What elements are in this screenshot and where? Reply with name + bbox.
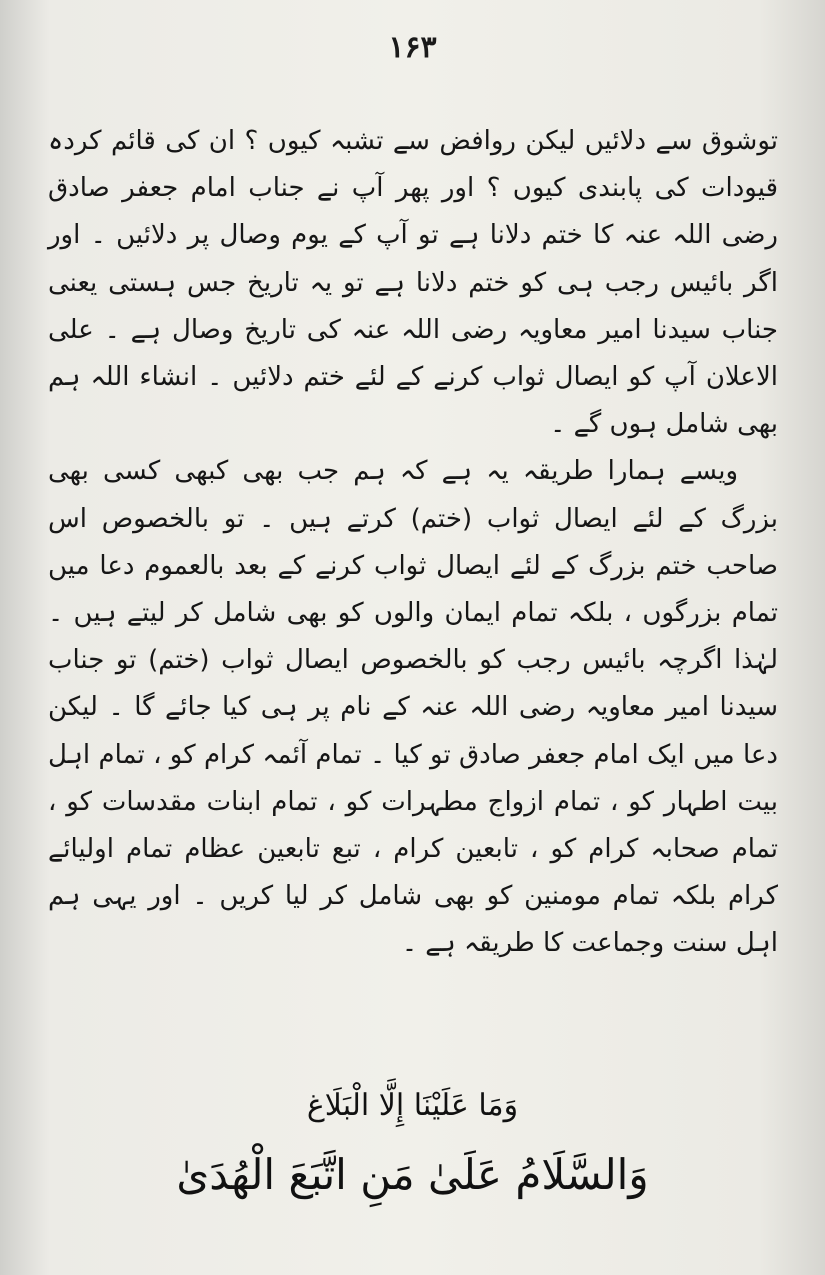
paragraph-2: ویسے ہمارا طریقہ یہ ہے کہ ہم جب بھی کبھی کسی بھی بزرگ کے لئے ایصال ثواب (ختم) کرتے ہیں ۔ تو بالخصوص اس صاحب ختم بزرگ کے لئے ایصال ثواب کرنے کے بعد بالعموم دعا میں تمام بزرگوں ، بلکہ تمام ایمان والوں کو بھی شامل کر لیتے ہیں ۔ لہٰذا اگرچہ بائیس رجب کو بالخصوص ایصال ثواب (ختم) تو جناب سیدنا امیر معاویہ رضی اللہ عنہ کے نام پر ہی کیا جائے گا ۔ لیکن دعا میں ایک امام جعفر صادق تو کیا ۔ تمام آئمہ کرام کو ، تمام اہل بیت اطہار کو ، تمام ازواج مطہرات کو ، تمام ابنات مقدسات کو ، تمام صحابہ کرام کو ، تابعین کرام ، تبع تابعین عظام تمام اولیائے کرام بلکہ تمام مومنین کو بھی شامل کر لیا کریں ۔ اور یہی ہم اہل سنت وجماعت کا طریقہ ہے ۔ (48, 456, 778, 959)
closing-line-2: وَالسَّلَامُ عَلَىٰ مَنِ اتَّبَعَ الْهُدَىٰ (176, 1150, 649, 1199)
page-number: ۱۶۳ (388, 30, 437, 65)
closing-formula (0, 1082, 825, 1210)
paragraph-1: توشوق سے دلائیں لیکن روافض سے تشبہ کیوں ؟ ان کی قائم کردہ قیودات کی پابندی کیوں ؟ اور پھر آپ نے جناب امام جعفر صادق رضی اللہ عنہ کا ختم دلانا ہے تو آپ کے یوم وصال پر دلائیں ۔ اور اگر بائیس رجب ہی کو ختم دلانا ہے تو یہ تاریخ جس ہستی یعنی جناب سیدنا امیر معاویہ رضی اللہ عنہ کی تاریخ وصال ہے ۔ علی الاعلان آپ کو ایصال ثواب کرنے کے لئے ختم دلائیں ۔ انشاء اللہ ہم بھی شامل ہوں گے ۔ (48, 126, 778, 440)
closing-line-1: وَمَا عَلَيْنَا إِلَّا الْبَلَاغ (306, 1088, 519, 1123)
body-text (48, 118, 778, 968)
